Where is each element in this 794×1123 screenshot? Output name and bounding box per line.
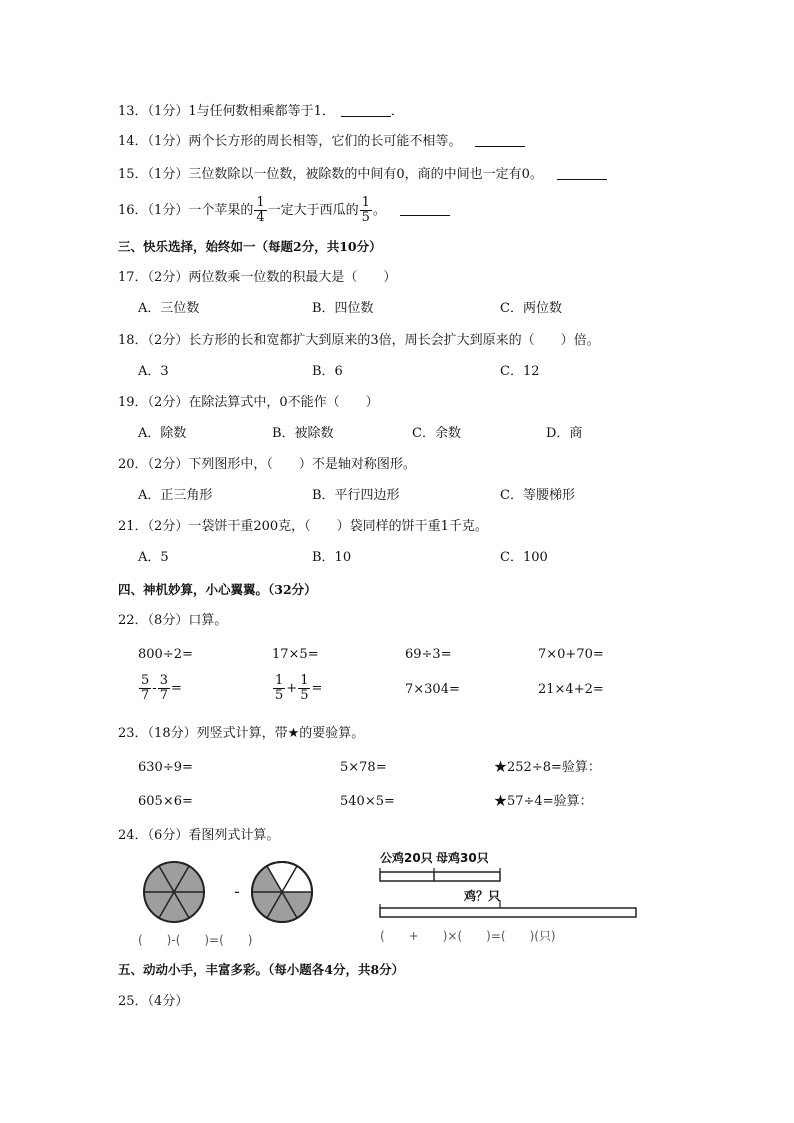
question-number: 14． bbox=[118, 134, 148, 149]
bar-model-figure bbox=[372, 848, 644, 952]
section-5-heading: 五、动动小手，丰富多彩。（每小题各4分，共8分） bbox=[118, 962, 405, 977]
vertical-calc-item: 630÷9= bbox=[138, 760, 193, 775]
option-b[interactable]: B．四位数 bbox=[312, 301, 374, 316]
mental-calc-item: 800÷2= bbox=[138, 647, 193, 662]
question-text: （1分）两个长方形的周长相等，它们的长可能不相等。 bbox=[147, 134, 462, 149]
fraction-calc-item: $\frac{1}{5}$ + $\frac{1}{5}$ = bbox=[275, 673, 323, 703]
question-19: 19．（2分）在除法算式中，0不能作（ ） bbox=[118, 395, 379, 410]
circle-shaded-right bbox=[252, 862, 312, 922]
option-b[interactable]: B．被除数 bbox=[272, 426, 334, 441]
mental-calc-item: 7×304= bbox=[405, 682, 460, 697]
option-c[interactable]: C．余数 bbox=[412, 426, 461, 441]
question-14 bbox=[118, 132, 525, 152]
answer-blank[interactable] bbox=[341, 104, 391, 117]
formula-right: ( + )×( )=( )(只) bbox=[380, 929, 556, 943]
circle-shaded-left bbox=[144, 862, 204, 922]
option-c[interactable]: C．100 bbox=[500, 550, 548, 565]
question-25: 25．（4分） bbox=[118, 994, 189, 1009]
question-23: 23．（18分）列竖式计算，带★的要验算。 bbox=[118, 726, 365, 741]
answer-blank[interactable] bbox=[557, 167, 607, 180]
option-c[interactable]: C．两位数 bbox=[500, 301, 562, 316]
option-b[interactable]: B．平行四边形 bbox=[312, 488, 400, 503]
bar-label-hen: 母鸡30只 bbox=[436, 851, 489, 865]
mental-calc-item: 7×0+70= bbox=[538, 647, 604, 662]
vertical-calc-item: 605×6= bbox=[138, 794, 193, 809]
question-24: 24．（6分）看图列式计算。 bbox=[118, 828, 280, 843]
option-b[interactable]: B．10 bbox=[312, 550, 352, 565]
vertical-calc-item: 540×5= bbox=[340, 794, 395, 809]
question-13: 13．（1分）1与任何数相乘都等于1． ． bbox=[118, 104, 404, 119]
question-21: 21．（2分）一袋饼干重200克，（ ）袋同样的饼干重1千克。 bbox=[118, 519, 488, 534]
question-16: 16．（1分）一个苹果的 $\frac{1}{4}$ 一定大于西瓜的 $\frac{1}{5}$ 。 bbox=[118, 196, 450, 226]
answer-blank[interactable] bbox=[400, 203, 450, 216]
option-a[interactable]: A．三位数 bbox=[138, 301, 200, 316]
vertical-calc-item: ★57÷4=验算： bbox=[494, 794, 593, 809]
section-4-heading: 四、神机妙算，小心翼翼。（32分） bbox=[118, 582, 317, 597]
section-3-heading: 三、快乐选择，始终如一（每题2分，共10分） bbox=[118, 239, 382, 254]
option-c[interactable]: C．等腰梯形 bbox=[500, 488, 575, 503]
vertical-calc-item: ★252÷8=验算： bbox=[494, 760, 601, 775]
option-a[interactable]: A．3 bbox=[138, 364, 169, 379]
minus-sign: - bbox=[234, 882, 240, 901]
question-15 bbox=[118, 165, 607, 185]
fraction-calc-item: $\frac{5}{7}$ - $\frac{3}{7}$ = bbox=[141, 673, 182, 703]
mental-calc-item: 17×5= bbox=[272, 647, 319, 662]
fraction-one-quarter: $\frac{1}{4}$ bbox=[256, 195, 265, 225]
option-d[interactable]: D．商 bbox=[546, 426, 583, 441]
question-22: 22．（8分）口算。 bbox=[118, 613, 228, 628]
bar-label-rooster: 公鸡20只 bbox=[380, 851, 433, 865]
bar-label-chickens: 鸡？只 bbox=[464, 889, 501, 903]
answer-blank[interactable] bbox=[475, 134, 525, 147]
option-b[interactable]: B．6 bbox=[312, 364, 343, 379]
formula-left: ( )-( )=( ) bbox=[138, 933, 253, 947]
vertical-calc-item: 5×78= bbox=[340, 760, 387, 775]
question-number: 13． bbox=[118, 104, 148, 119]
mental-calc-item: 69÷3= bbox=[405, 647, 452, 662]
star-icon: ★ bbox=[287, 726, 300, 741]
option-c[interactable]: C．12 bbox=[500, 364, 540, 379]
option-a[interactable]: A．正三角形 bbox=[138, 488, 213, 503]
option-a[interactable]: A．除数 bbox=[138, 426, 187, 441]
question-number: 15． bbox=[118, 167, 148, 182]
fraction-one-fifth: $\frac{1}{5}$ bbox=[361, 195, 370, 225]
question-18: 18．（2分）长方形的长和宽都扩大到原来的3倍，周长会扩大到原来的（ ）倍。 bbox=[118, 333, 600, 348]
fraction-circles-figure bbox=[130, 852, 360, 952]
question-17: 17．（2分）两位数乘一位数的积最大是（ ） bbox=[118, 270, 397, 285]
question-text: （1分）1与任何数相乘都等于1． bbox=[147, 104, 335, 119]
question-number: 16． bbox=[118, 203, 148, 218]
question-20: 20．（2分）下列图形中，（ ）不是轴对称图形。 bbox=[118, 457, 416, 472]
mental-calc-item: 21×4+2= bbox=[538, 682, 604, 697]
question-text: （1分）三位数除以一位数，被除数的中间有0，商的中间也一定有0。 bbox=[147, 167, 543, 182]
option-a[interactable]: A．5 bbox=[138, 550, 169, 565]
